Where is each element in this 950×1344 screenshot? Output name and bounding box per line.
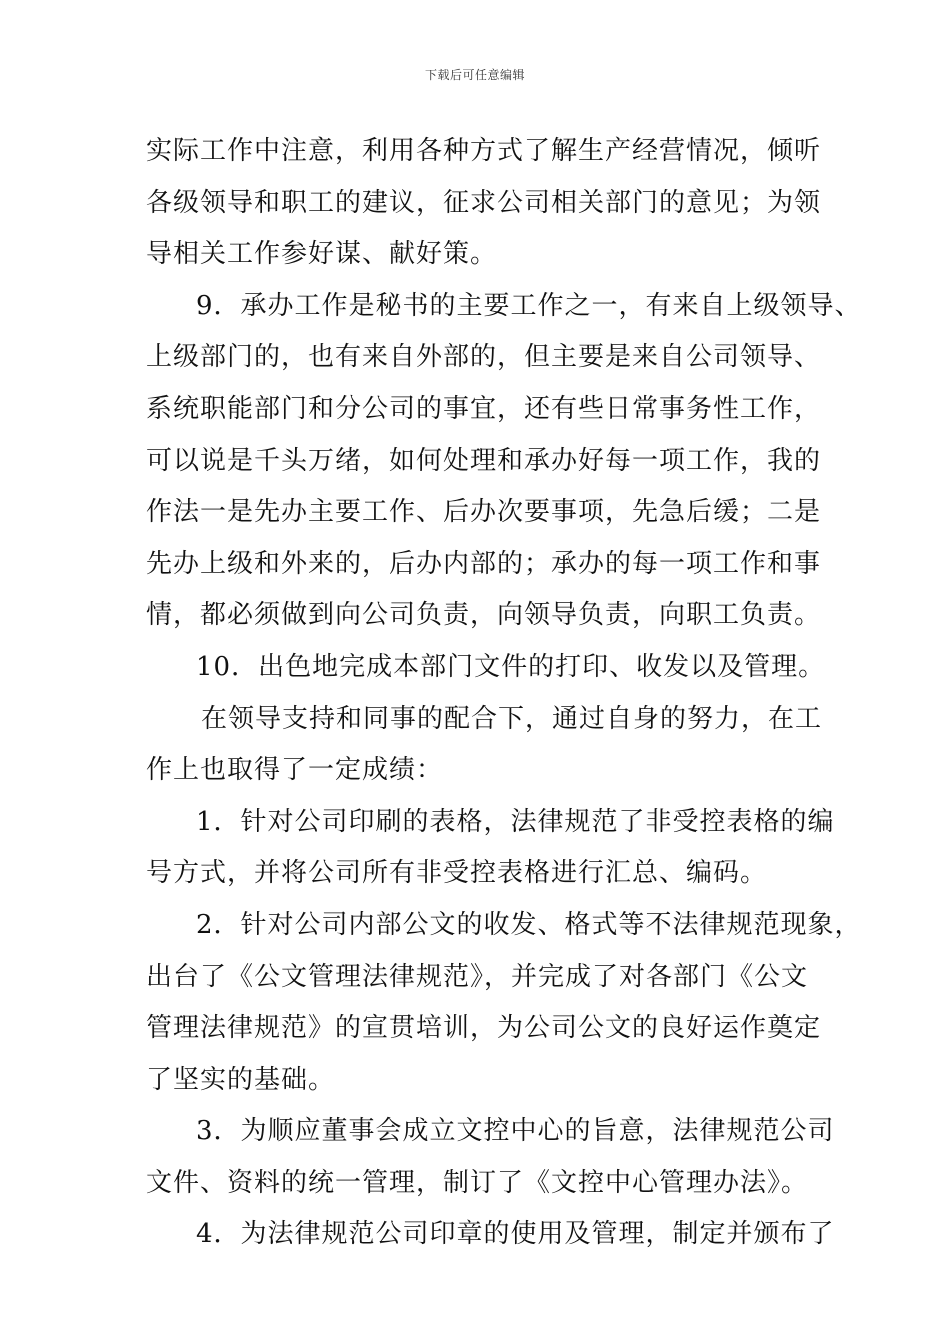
text-line: 2．针对公司内部公文的收发、格式等不法律规范现象， [196, 909, 862, 940]
text-line: 先办上级和外来的，后办内部的；承办的每一项工作和事 [146, 548, 822, 579]
text-line: 出台了《公文管理法律规范》，并完成了对各部门《公文 [146, 961, 809, 992]
text-line: 号方式，并将公司所有非受控表格进行汇总、编码。 [146, 858, 768, 889]
text-line: 在领导支持和同事的配合下，通过自身的努力，在工 [201, 703, 823, 734]
text-line: 实际工作中注意，利用各种方式了解生产经营情况，倾听 [146, 136, 822, 166]
text-line: 作法一是先办主要工作、后办次要事项，先急后缓；二是 [146, 497, 822, 528]
text-line: 文件、资料的统一管理，制订了《文控中心管理办法》。 [146, 1167, 809, 1198]
text-line: 3．为顺应董事会成立文控中心的旨意，法律规范公司 [196, 1116, 835, 1147]
text-line: 4．为法律规范公司印章的使用及管理，制定并颁布了 [196, 1219, 835, 1250]
text-line: 管理法律规范》的宣贯培训，为公司公文的良好运作奠定 [146, 1013, 822, 1044]
text-line: 系统职能部门和分公司的事宜，还有些日常事务性工作， [146, 393, 822, 424]
text-line: 了坚实的基础。 [146, 1064, 336, 1095]
text-line: 作上也取得了一定成绩： [146, 755, 444, 786]
text-line: 可以说是千头万绪，如何处理和承办好每一项工作，我的 [146, 445, 822, 476]
text-line: 导相关工作参好谋、献好策。 [146, 239, 498, 270]
text-line: 9．承办工作是秘书的主要工作之一，有来自上级领导、 [196, 290, 862, 321]
text-line: 1．针对公司印刷的表格，法律规范了非受控表格的编 [196, 806, 835, 837]
text-line: 10．出色地完成本部门文件的打印、收发以及管理。 [196, 651, 826, 682]
text-line: 上级部门的，也有来自外部的，但主要是来自公司领导、 [146, 342, 822, 373]
text-line: 各级领导和职工的建议，征求公司相关部门的意见；为领 [146, 187, 822, 218]
document-body [146, 126, 862, 1261]
page-header-note: 下载后可任意编辑 [424, 68, 525, 82]
text-line: 情，都必须做到向公司负责，向领导负责，向职工负责。 [146, 600, 822, 631]
